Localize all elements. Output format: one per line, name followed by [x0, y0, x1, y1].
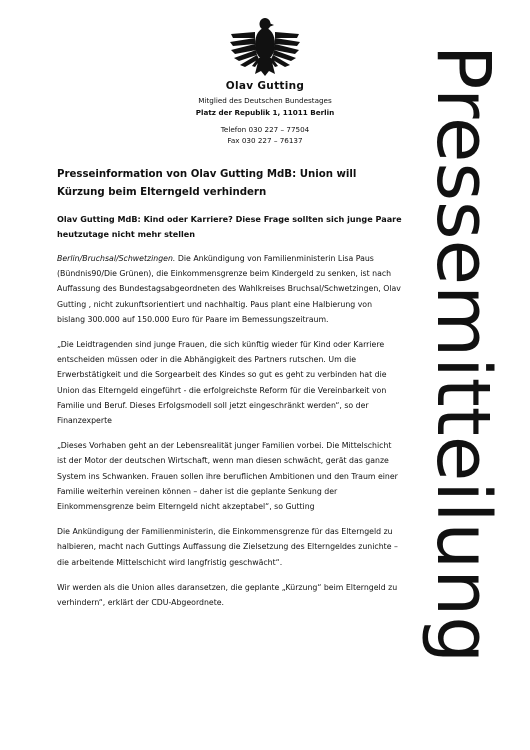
side-title: Pressemitteilung [420, 44, 506, 664]
paragraph-2: „Die Leidtragenden sind junge Frauen, die sich künftig wieder für Kind oder Karriere entscheiden müssen oder in die Abhängigkeit des Partners rutschen. Um die Erwerbstätigkeit und die Sorgearbeit des Kindes so gut es geht zu verbinden hat die Union das Elterngeld eingeführt - die erfolgreichste Reform für die Vereinbarkeit von Familie und Beruf. Dieses Erfolgsmodell soll jetzt eingeschränkt werden“, so der Finanzexperte [57, 340, 387, 426]
side-title-container [420, 44, 506, 664]
paragraph-5: Wir werden als die Union alles daransetzen, die geplante „Kürzung“ beim Elterngeld zu verhindern“, erklärt der CDU-Abgeordnete. [57, 582, 398, 608]
sender-fax: Fax 030 227 – 76137 [227, 136, 303, 145]
paragraph-4: Die Ankündigung der Familienministerin, die Einkommensgrenze für das Elterngeld zu halbieren, macht nach Guttings Auffassung die Zielsetzung des Elterngeldes zunichte – die arbeitende Mittelschicht wird langfristig geschwächt“. [57, 527, 398, 567]
paragraph-1 [57, 251, 402, 327]
paragraph-1-text: Die Ankündigung von Familienministerin Lisa Paus (Bündnis90/Die Grünen), die Einkommensgrenze beim Kindergeld zu senken, ist nach Auffassung des Bundestagsabgeordneten des Wahlkreises Bruchsal/Schwetzingen, Olav Gutting , nicht zukunftsorientiert und nachhaltig. Paus plant eine Halbierung von bislang 300.000 auf 150.000 Euro für Paare im Bemessungszeitraum. [57, 254, 401, 324]
letterhead [150, 80, 380, 146]
subtitle: Olav Gutting MdB: Kind oder Karriere? Diese Frage sollten sich junge Paare heutzutage nicht mehr stellen [57, 214, 402, 239]
dateline: Berlin/Bruchsal/Schwetzingen. [57, 254, 176, 263]
press-release-body [57, 166, 402, 620]
sender-role: Mitglied des Deutschen Bundestages [198, 96, 332, 105]
paragraph-3: „Dieses Vorhaben geht an der Lebensrealität junger Familien vorbei. Die Mittelschicht ist der Motor der deutschen Wirtschaft, wenn man diesen schwächt, gerät das ganze System ins Schwanken. Frauen sollen ihre beruflichen Ambitionen und den Traum einer Familie weiterhin vereinen können – daher ist die geplante Senkung der Einkommensgrenze beim Elterngeld nicht akzeptabel“, so Gutting [57, 441, 398, 512]
bundestag-eagle-icon [227, 14, 303, 78]
sender-name: Olav Gutting [225, 80, 305, 92]
sender-phone: Telefon 030 227 – 77504 [220, 125, 310, 134]
page-title: Presseinformation von Olav Gutting MdB: Union will Kürzung beim Elterngeld verhindern [57, 169, 357, 198]
sender-address: Platz der Republik 1, 11011 Berlin [195, 108, 335, 117]
